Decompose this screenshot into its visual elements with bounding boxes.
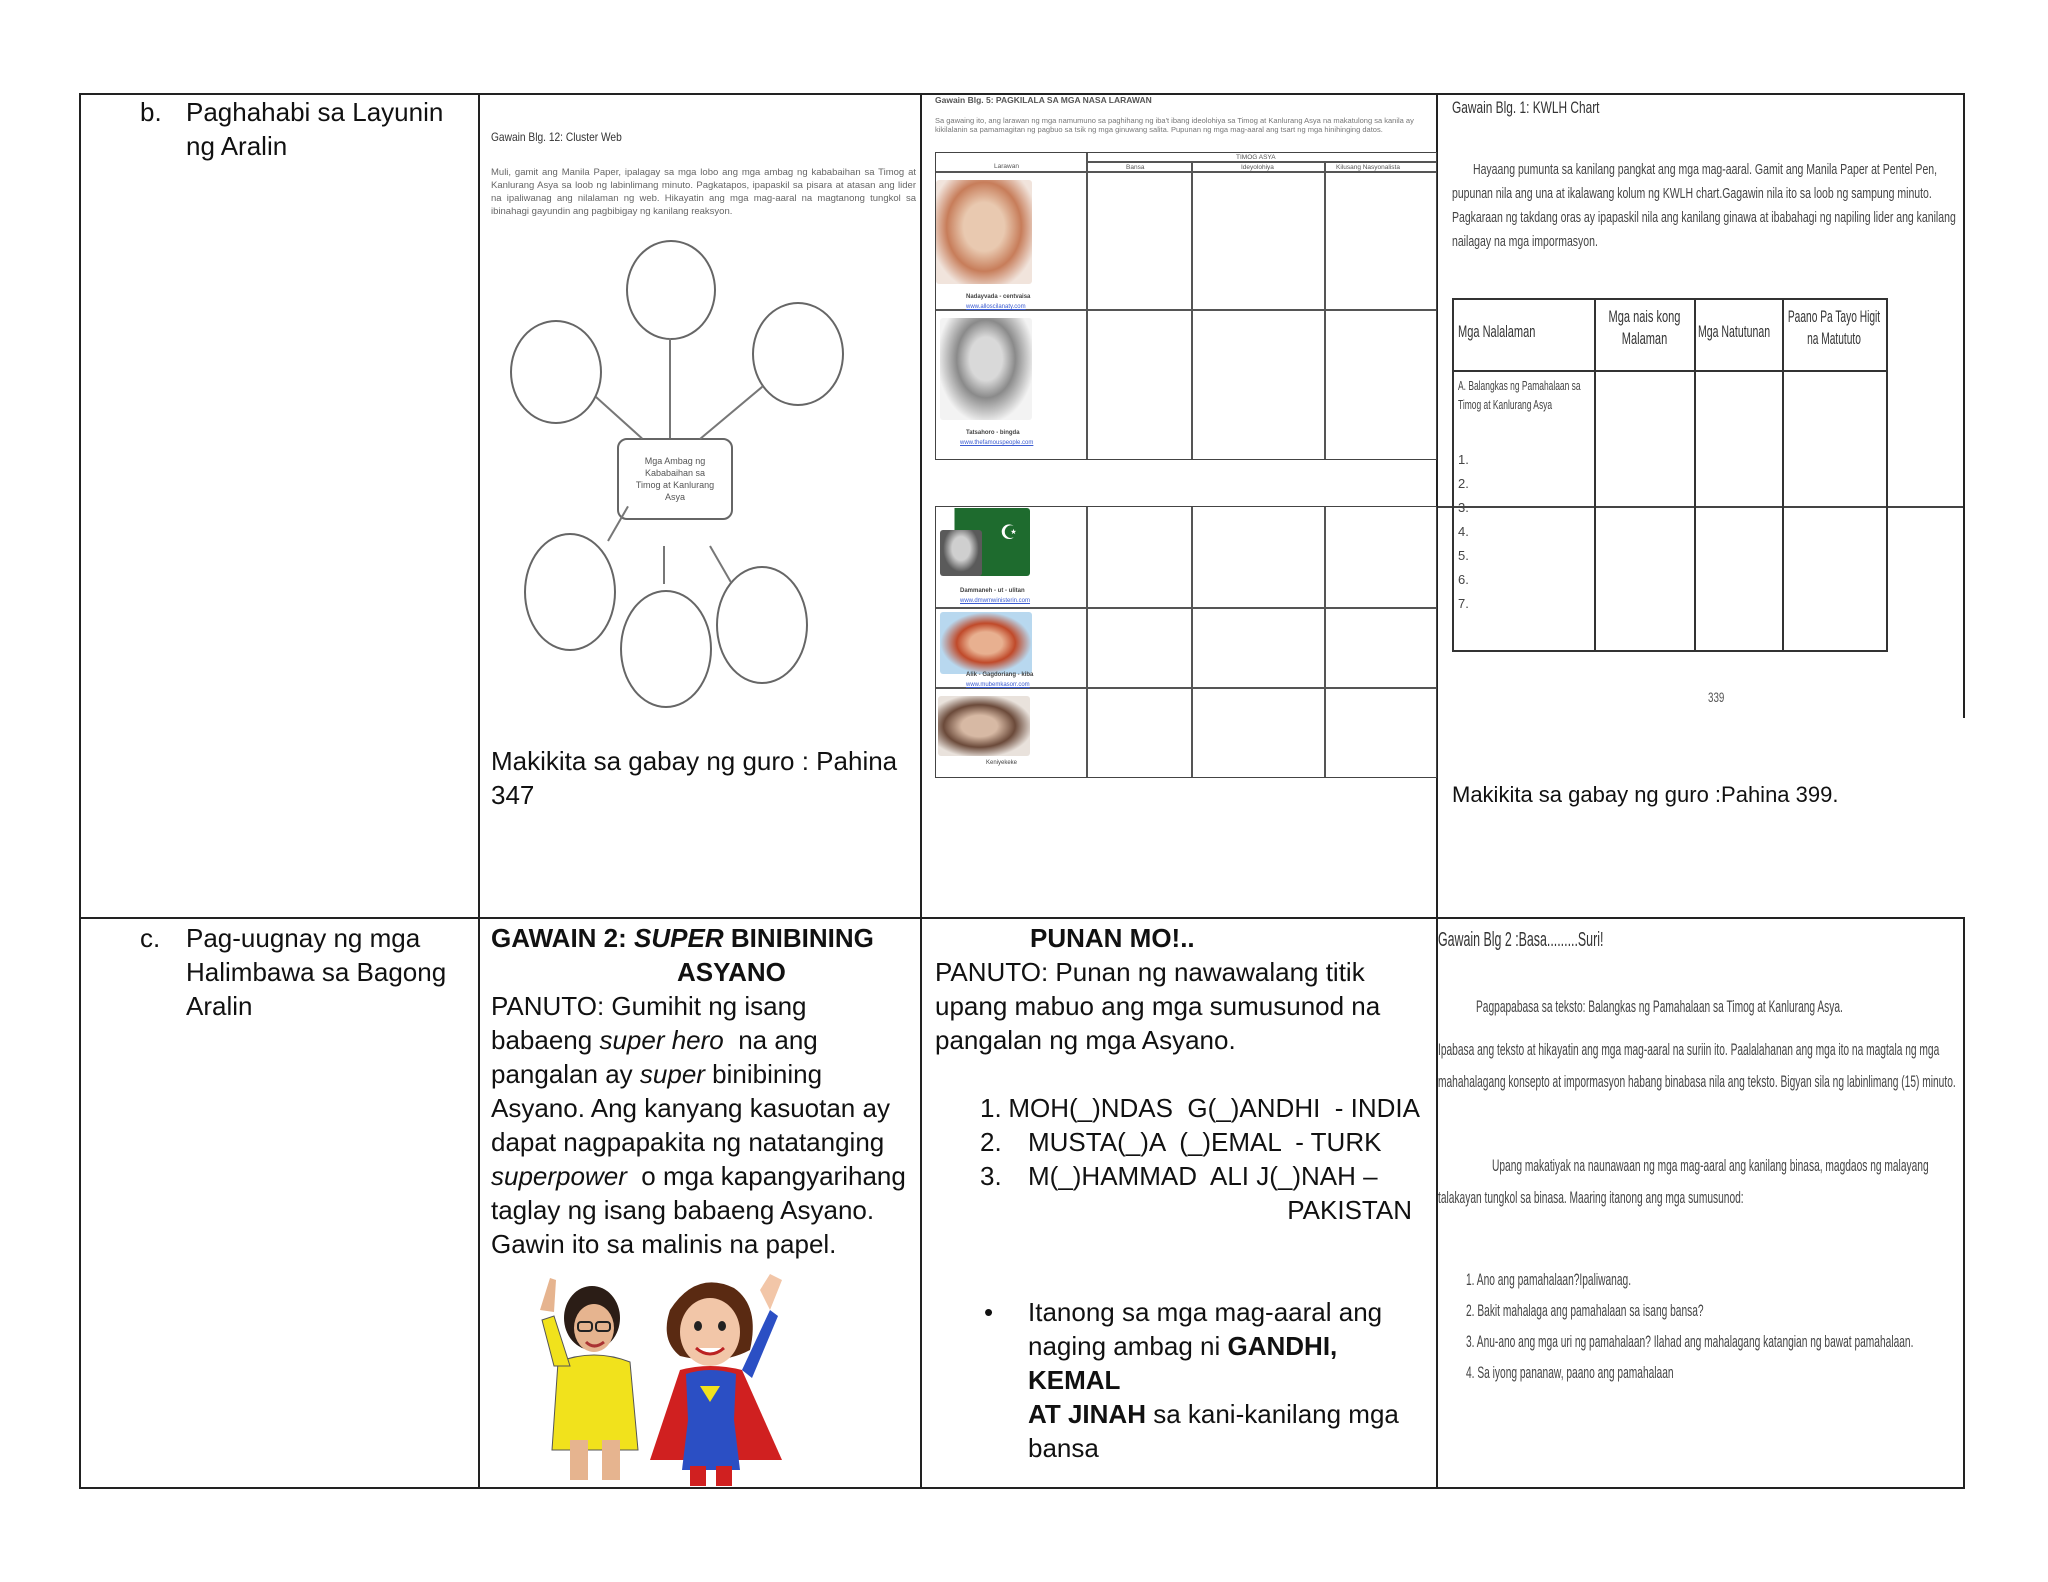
cluster-center-box: Mga Ambag ng Kababaihan sa Timog at Kanlurang Asya: [617, 438, 733, 520]
photo-activity-title: Gawain Blg. 5: PAGKILALA SA MGA NASA LARAWAN: [935, 95, 1152, 105]
cluster-link-bc: [663, 546, 665, 584]
row-b-col2-caption-line1: Makikita sa gabay ng guro : Pahina: [491, 746, 898, 776]
photo-caption-4: Alik - Gagdoriang - kiba: [966, 672, 1034, 678]
kwlh-col-2: Mga nais kong Malaman: [1608, 307, 1681, 348]
photo-caption-2: Tatsahoro - bingda: [966, 430, 1020, 436]
photo-table-group-header: TIMOG ASYA: [1236, 154, 1276, 161]
portrait-photo-3-face: [940, 530, 982, 576]
portrait-photo-1: [936, 180, 1032, 284]
basa-suri-questions: [1466, 1264, 1994, 1388]
row-divider: [79, 917, 1963, 919]
cluster-link-top: [669, 338, 671, 438]
row-b-col2-caption-line2: 347: [491, 780, 535, 810]
punan-mo-title: PUNAN MO!..: [1030, 923, 1195, 953]
cluster-circle-bottom-center: [620, 590, 712, 708]
list-item: 1. Ano ang pamahalaan?Ipaliwanag.: [1466, 1270, 1632, 1289]
row-b-label-line1: Paghahabi sa Layunin: [186, 97, 444, 127]
bullet-text: Itanong sa mga mag-aaral ang naging ambag ni GANDHI, KEMAL AT JINAH sa kani-kanilang mga bansa: [1028, 1297, 1399, 1463]
cluster-link-right: [699, 386, 763, 440]
portrait-photo-5: [938, 696, 1030, 756]
row-c-label-line3: Aralin: [186, 991, 253, 1021]
row-b-label-line2: ng Aralin: [186, 131, 288, 161]
punan-mo-instructions: PANUTO: Punan ng nawawalang titik upang mabuo ang mga sumusunod na pangalan ng mga Asyano.: [935, 957, 1381, 1055]
basa-suri-p1: Pagpapabasa sa teksto: Balangkas ng Pamahalaan sa Timog at Kanlurang Asya.: [1476, 997, 1843, 1016]
list-item: 2. MUSTA(_)A (_)EMAL - TURK: [980, 1127, 1382, 1157]
photo-caption-5: Keniyekeke: [986, 760, 1018, 766]
list-item: 2. Bakit mahalaga ang pamahalaan sa isang bansa?: [1466, 1301, 1704, 1320]
kwlh-page-number: 339: [1708, 689, 1725, 705]
superhero-cartoon-illustration: [520, 1270, 820, 1486]
gawain2-title-line2: ASYANO: [677, 957, 786, 987]
table-bottom-border: [79, 1487, 1963, 1489]
cluster-circle-bottom-left: [524, 533, 616, 651]
cluster-circle-bottom-right: [716, 566, 808, 684]
gawain2-instructions: PANUTO: Gumihit ng isang babaeng super hero na ang pangalan ay super binibining Asyano. Ang kanyang kasuotan ay dapat nagpapakita ng natatanging superpower o mga kapangyarihang taglay ng isang babaeng Asyano. Gawin ito sa malinis na papel.: [491, 991, 906, 1259]
cluster-circle-right: [752, 302, 844, 406]
bullet-dot: •: [984, 1297, 994, 1327]
photo-link-4: www.mubemkasorr.com: [966, 682, 1030, 688]
list-item: 3. Anu-ano ang mga uri ng pamahalaan? Ilahad ang mahalagang katangian ng bawat pamahalaan.: [1466, 1332, 1914, 1351]
table-left-border: [79, 93, 81, 1489]
photo-link-1: www.alloscilanaty.com: [966, 304, 1026, 310]
column-divider-1: [478, 93, 480, 1489]
kwlh-table: [1452, 298, 1888, 652]
photo-activity-instructions: Sa gawaing ito, ang larawan ng mga namumuno sa paghihang ng iba't ibang ideolohiya sa Timog at Kanlurang Asya na makatulong sa kanila ay kikilalanin sa pamamagitan ng pagbuo sa tsik ng mga ginuwang salita. Pupunan ng mga mag-aaral ang tsart ng mga hinihinging datos.: [935, 116, 1414, 134]
photo-table-col-ideolohiya: Ideyolohiya: [1241, 164, 1274, 171]
basa-suri-title: Gawain Blg 2 :Basa.........Suri!: [1438, 929, 1604, 951]
cluster-web-title: Gawain Blg. 12: Cluster Web: [491, 130, 622, 144]
photo-table-col-ambag: Kilusang Nasyonalista: [1336, 164, 1400, 171]
list-item: 3. M(_)HAMMAD ALI J(_)NAH –: [980, 1161, 1378, 1191]
photo-table-col-bansa: Bansa: [1126, 164, 1145, 171]
kwlh-instructions: Hayaang pumunta sa kanilang pangkat ang mga mag-aaral. Gamit ang Manila Paper at Pentel Pen, pupunan nila ang una at ikalawang kolum ng KWLH chart.Gagawin nila ito sa loob ng sampung minuto. Pagkaraan ng takdang oras ay ipapaskil nila ang kanilang ginawa at ibabahagi ng napiling lider ang kanilang nailagay na mga impormasyon.: [1452, 161, 1956, 250]
row-c-letter: c.: [140, 923, 161, 953]
cluster-link-br: [709, 546, 732, 583]
row-c-label-line2: Halimbawa sa Bagong: [186, 957, 447, 987]
flag-star-icon: ☪: [1000, 522, 1018, 544]
row-b-col4-caption: Makikita sa gabay ng guro :Pahina 399.: [1452, 782, 1839, 807]
kwlh-title: Gawain Blg. 1: KWLH Chart: [1452, 98, 1600, 117]
portrait-photo-2: [940, 318, 1032, 420]
photo-caption-3: Dammaneh - ut - ulitan: [960, 588, 1025, 594]
kwlh-col-1: Mga Nalalaman: [1458, 322, 1536, 341]
portrait-photo-4: [940, 612, 1032, 674]
gawain2-title: GAWAIN 2: SUPER BINIBINING: [491, 923, 874, 953]
cluster-circle-top: [626, 240, 716, 340]
photo-link-3: www.dmwmwinisterin.com: [960, 598, 1031, 604]
list-item-continuation: PAKISTAN: [1287, 1195, 1412, 1225]
cluster-web-instructions: Muli, gamit ang Manila Paper, ipalagay sa mga lobo ang mga ambag ng kababaihan sa Timog at Kanlurang Asya sa loob ng labinlimang minuto. Pagkatapos, ipapaskil sa pisara at atasan ang lider na ipaliwanag ang nilalaman ng web. Hikayatin ang mga mag-aaral na magtanong tungkol sa ibinahagi gayundin ang pagbibigay ng kanilang reaksyon.: [491, 167, 916, 217]
column-divider-2: [920, 93, 922, 1489]
kwlh-col-3: Mga Natutunan: [1698, 322, 1771, 341]
kwlh-first-cell: A. Balangkas ng Pamahalaan sa Timog at Kanlurang Asya: [1458, 378, 1581, 412]
photo-caption-1: Nadayvada - centvaisa: [966, 294, 1031, 300]
cluster-circle-left: [510, 320, 602, 424]
list-item: 1. MOH(_)NDAS G(_)ANDHI - INDIA: [980, 1093, 1420, 1123]
kwlh-number-list: 1. 2. 3. 4. 5. 6. 7.: [1458, 452, 1469, 611]
row-b-letter: b.: [140, 97, 162, 127]
cluster-link-left: [595, 396, 642, 439]
photo-link-2: www.thefamouspeople.com: [960, 440, 1034, 446]
row-c-label-line1: Pag-uugnay ng mga: [186, 923, 421, 953]
photo-table-col-larawan: Larawan: [994, 163, 1019, 170]
punan-mo-list: [980, 1091, 1420, 1227]
list-item: 4. Sa iyong pananaw, paano ang pamahalaan: [1466, 1363, 1674, 1382]
basa-suri-p2: Ipabasa ang teksto at hikayatin ang mga mag-aaral na suriin ito. Paalalahanan ang mga ito na magtala ng mga mahahalagang konsepto at impormasyon habang binabasa nila ang teksto. Bigyan sila ng labinlimang (15) minuto.: [1438, 1040, 1956, 1091]
kwlh-col-4: Paano Pa Tayo Higit na Matututo: [1787, 307, 1881, 348]
basa-suri-p3: Upang makatiyak na naunawaan ng mga mag-aaral ang kanilang binasa, magdaos ng malayang talakayan tungkol sa binasa. Maaring itanong ang mga sumusunod:: [1438, 1156, 1929, 1207]
